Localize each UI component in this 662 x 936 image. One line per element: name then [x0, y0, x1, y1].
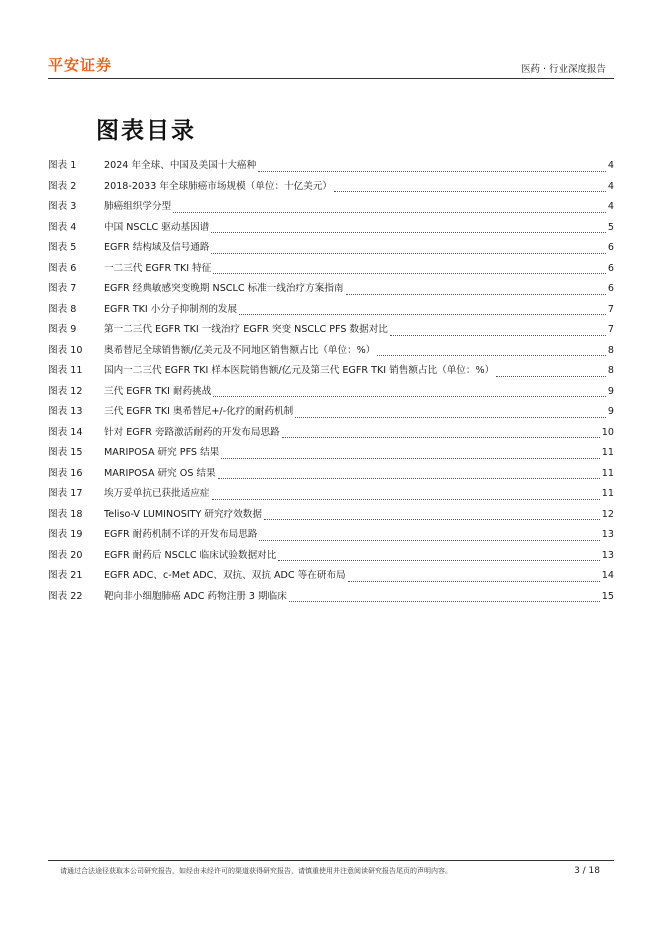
toc-dot-leader [278, 552, 599, 561]
toc-entry-title: 靶向非小细胞肺癌 ADC 药物注册 3 期临床 [104, 590, 287, 602]
toc-entry-title: 2018-2033 年全球肺癌市场规模（单位：十亿美元） [104, 180, 333, 192]
toc-dot-leader [218, 470, 600, 479]
toc-entry[interactable] [48, 260, 614, 281]
toc-entry-label: 图表 10 [48, 344, 83, 356]
toc-entry-label: 图表 5 [48, 242, 77, 253]
toc-entry[interactable] [48, 280, 614, 301]
toc-dot-leader [259, 532, 599, 541]
toc-entry-page: 15 [601, 590, 614, 602]
toc-entry-title: Teliso-V LUMINOSITY 研究疗效数据 [104, 508, 262, 520]
toc-entry[interactable] [48, 506, 614, 527]
toc-entry-label: 图表 19 [48, 529, 83, 540]
toc-entry-page: 8 [607, 344, 614, 356]
toc-entry[interactable] [48, 444, 614, 465]
toc-entry-title: 一二三代 EGFR TKI 特征 [104, 262, 212, 274]
toc-dot-leader [496, 368, 606, 377]
toc-entry-label: 图表 11 [48, 365, 83, 376]
toc-entry-page: 6 [607, 262, 614, 274]
toc-entry[interactable] [48, 567, 614, 588]
toc-entry-label: 图表 21 [48, 570, 83, 581]
toc-entry-label: 图表 18 [48, 508, 83, 520]
toc-entry-title: 第一二三代 EGFR TKI 一线治疗 EGFR 突变 NSCLC PFS 数据对比 [104, 324, 388, 335]
toc-entry-title: EGFR 经典敏感突变晚期 NSCLC 标准一线治疗方案指南 [104, 283, 344, 294]
toc-entry-title: 埃万妥单抗已获批适应症 [104, 488, 210, 499]
toc-entry-page: 10 [601, 426, 614, 438]
toc-entry-page: 9 [607, 406, 614, 417]
toc-entry-title: MARIPOSA 研究 PFS 结果 [104, 447, 220, 458]
toc-entry[interactable] [48, 465, 614, 486]
toc-entry[interactable] [48, 219, 614, 240]
toc-entry-title: EGFR 结构域及信号通路 [104, 242, 210, 253]
report-category: 医药 · 行业深度报告 [520, 64, 606, 75]
toc-entry-label: 图表 16 [48, 467, 83, 479]
toc-entry-title: 针对 EGFR 旁路激活耐药的开发布局思路 [104, 426, 280, 438]
footer-disclaimer: 请通过合法途径获取本公司研究报告，如经由未经许可的渠道获得研究报告，请慎重使用并注意阅读研究报告尾页的声明内容。 [60, 867, 452, 875]
toc-dot-leader [295, 409, 606, 418]
toc-dot-leader [212, 491, 600, 500]
toc-entry[interactable] [48, 424, 614, 445]
toc-entry-label: 图表 15 [48, 447, 83, 458]
toc-dot-leader [258, 163, 606, 172]
toc-entry-page: 13 [601, 549, 614, 561]
toc-dot-leader [211, 224, 606, 233]
toc-entry-page: 4 [607, 201, 614, 212]
toc-entry[interactable] [48, 239, 614, 260]
toc-dot-leader [211, 245, 605, 254]
toc-entry[interactable] [48, 526, 614, 547]
toc-dot-leader [346, 286, 606, 295]
toc-entry-title: EGFR ADC、c-Met ADC、双抗、双抗 ADC 等在研布局 [104, 570, 346, 581]
toc-dot-leader [264, 511, 600, 520]
toc-entry-title: 2024 年全球、中国及美国十大癌种 [104, 160, 257, 171]
toc-entry-label: 图表 14 [48, 426, 83, 438]
toc-dot-leader [173, 204, 606, 213]
toc-entry[interactable] [48, 178, 614, 199]
toc-entry-page: 13 [601, 529, 614, 540]
toc-entry-title: EGFR 耐药后 NSCLC 临床试验数据对比 [104, 549, 277, 561]
toc-entry[interactable] [48, 547, 614, 568]
toc-entry-label: 图表 7 [48, 283, 77, 294]
toc-entry-label: 图表 4 [48, 221, 77, 233]
toc-entry-label: 图表 6 [48, 262, 77, 274]
figure-toc-list [48, 157, 614, 608]
toc-entry[interactable] [48, 342, 614, 363]
toc-dot-leader [213, 388, 606, 397]
toc-entry-label: 图表 2 [48, 180, 77, 192]
toc-entry-label: 图表 13 [48, 406, 83, 417]
toc-dot-leader [377, 347, 606, 356]
toc-entry-title: EGFR TKI 小分子抑制剂的发展 [104, 303, 238, 315]
toc-entry[interactable] [48, 403, 614, 424]
toc-entry-page: 8 [607, 365, 614, 376]
toc-dot-leader [239, 306, 606, 315]
toc-entry-label: 图表 8 [48, 303, 77, 315]
toc-entry-title: 三代 EGFR TKI 奥希替尼+/-化疗的耐药机制 [104, 406, 294, 417]
footer-divider [48, 860, 614, 861]
toc-entry-page: 6 [607, 242, 614, 253]
toc-dot-leader [213, 265, 606, 274]
toc-entry[interactable] [48, 157, 614, 178]
toc-entry-page: 6 [607, 283, 614, 294]
toc-entry-page: 11 [601, 488, 614, 499]
toc-entry-page: 5 [607, 221, 614, 233]
toc-entry[interactable] [48, 301, 614, 322]
toc-entry-page: 9 [607, 385, 614, 397]
toc-entry-label: 图表 12 [48, 385, 83, 397]
toc-dot-leader [282, 429, 600, 438]
header-divider [48, 78, 614, 79]
toc-entry-title: MARIPOSA 研究 OS 结果 [104, 467, 216, 479]
toc-dot-leader [390, 327, 606, 336]
toc-entry-label: 图表 3 [48, 201, 77, 212]
toc-entry[interactable] [48, 485, 614, 506]
toc-dot-leader [334, 183, 606, 192]
toc-entry-page: 4 [607, 180, 614, 192]
toc-entry-title: 奥希替尼全球销售额/亿美元及不同地区销售额占比（单位：%） [104, 344, 376, 356]
page-title: 图表目录 [96, 118, 196, 144]
toc-entry-title: 国内一二三代 EGFR TKI 样本医院销售额/亿元及第三代 EGFR TKI 销售额占比（单位：%） [104, 365, 495, 376]
brand-logo: 平安证券 [48, 56, 113, 74]
toc-entry-title: 中国 NSCLC 驱动基因谱 [104, 221, 210, 233]
toc-entry-page: 7 [607, 303, 614, 315]
toc-entry-page: 11 [601, 447, 614, 458]
toc-entry-page: 14 [601, 570, 614, 581]
toc-entry[interactable] [48, 321, 614, 342]
toc-entry-page: 11 [601, 467, 614, 479]
toc-entry-label: 图表 1 [48, 160, 77, 171]
toc-dot-leader [221, 450, 600, 459]
toc-entry-page: 12 [601, 508, 614, 520]
toc-entry-label: 图表 22 [48, 590, 83, 602]
toc-entry-label: 图表 9 [48, 324, 77, 335]
toc-entry[interactable] [48, 198, 614, 219]
toc-entry-label: 图表 17 [48, 488, 83, 499]
toc-entry-page: 7 [607, 324, 614, 335]
page-number: 3 / 18 [574, 866, 600, 876]
toc-entry[interactable] [48, 383, 614, 404]
toc-dot-leader [289, 593, 600, 602]
toc-entry[interactable] [48, 588, 614, 609]
toc-entry-title: 三代 EGFR TKI 耐药挑战 [104, 385, 212, 397]
toc-entry-title: EGFR 耐药机制不详的开发布局思路 [104, 529, 258, 540]
toc-entry[interactable] [48, 362, 614, 383]
toc-entry-label: 图表 20 [48, 549, 83, 561]
toc-dot-leader [348, 573, 600, 582]
toc-entry-page: 4 [607, 160, 614, 171]
toc-entry-title: 肺癌组织学分型 [104, 201, 172, 212]
